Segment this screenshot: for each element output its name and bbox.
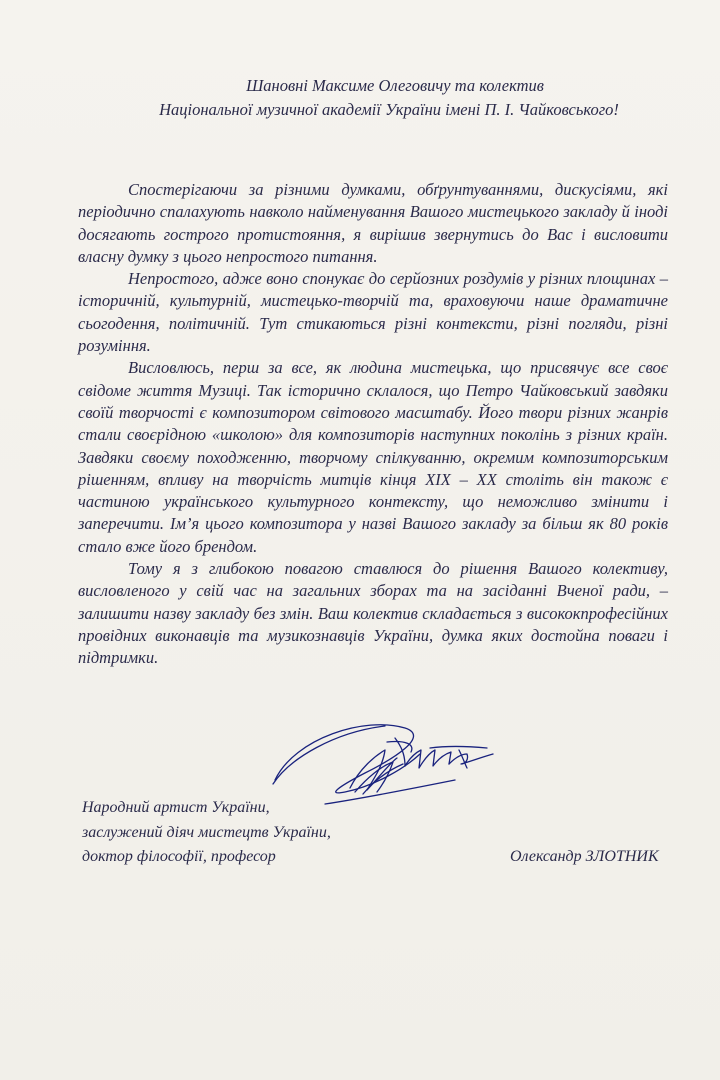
credential-line-1: Народний артист України, <box>82 799 270 816</box>
paragraph-1: Спостерігаючи за різними думками, обґрунтуваннями, дискусіями, які періодично спалахують навколо найменування Вашого мистецького закладу й іноді досягають гострого протистояння, я вирішив звернутись до Вас і висловити власну думку з цього непростого питання. <box>78 180 668 266</box>
salutation-line-2: Національної музичної академії України імені П. І. Чайковського! <box>159 100 619 119</box>
letter-body <box>78 179 668 670</box>
credential-line-2: заслужений діяч мистецтв України, <box>82 823 331 841</box>
paragraph-2: Непростого, адже воно спонукає до серйозних роздумів у різних площинах – історичній, культурній, мистецько-творчій та, враховуючи наше драматичне сьогодення, політичній. Тут стикаються різні контексти, різні погляди, різні розуміння. <box>78 269 668 356</box>
paragraph-3: Висловлюсь, перш за все, як людина мистецька, що присвячує все своє свідоме життя Музиці. Так історично склалося, що Петро Чайковський завдяки своїй творчості є композитором світового масштабу. Його твори різних жанрів стали своєрідною «школою» для композиторів наступних поколінь з різних країн. Завдяки своєму походженню, творчому спілкуванню, окремим композиторським рішенням, впливу на творчість митців кінця XIX – XX століть він також є частиною українського культурного контексту, що неможливо змінити і заперечити. Ім’я цього композитора у назві Вашого закладу за більш як 80 років стало вже його брендом. <box>78 358 668 556</box>
salutation <box>0 74 720 122</box>
author-name: Олександр ЗЛОТНИК <box>510 848 659 865</box>
credential-line-3: доктор філософії, професор <box>82 848 276 865</box>
author-credentials <box>82 796 331 870</box>
paragraph-4: Тому я з глибокою повагою ставлюся до рішення Вашого колективу, висловленого у свій час на загальних зборах та на засіданні Вченої ради, – залишити назву закладу без змін. Ваш колектив складається з висококпрофесійних провідних виконавців та музикознавців України, думка яких достойна поваги і підтримки. <box>78 559 668 668</box>
salutation-line-1: Шановні Максиме Олеговичу та колектив <box>246 76 544 95</box>
